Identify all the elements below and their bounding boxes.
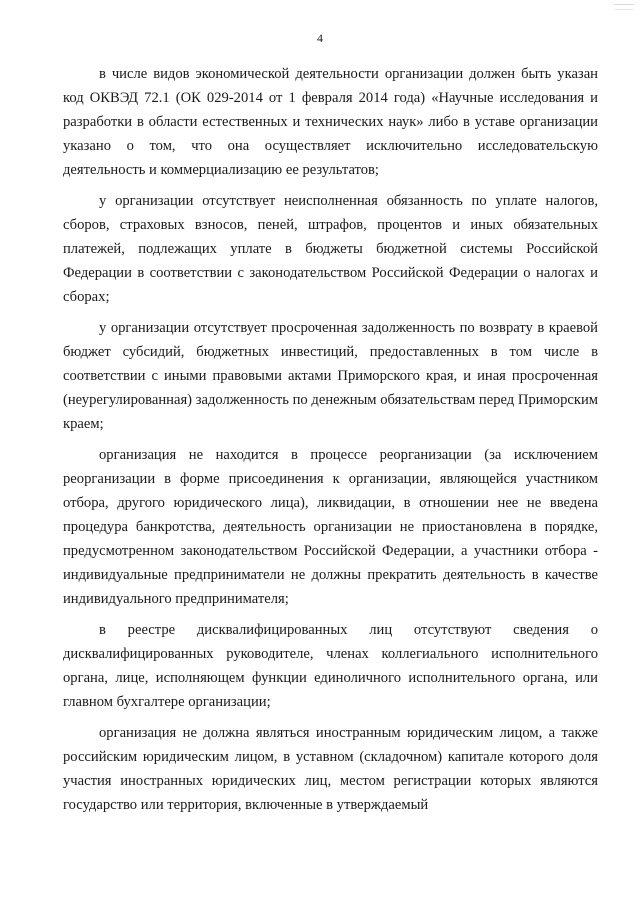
paragraph-disqualified-persons: в реестре дисквалифицированных лиц отсутствуют сведения о дисквалифицированных руководителе, членах коллегиального исполнительного органа, лице, исполняющем функции единоличного исполнительного органа, или главном бухгалтере организации;: [63, 622, 598, 710]
document-body: [63, 62, 598, 824]
paragraph-foreign-entity: организация не должна являться иностранным юридическим лицом, а также российским юридическим лицом, в уставном (складочном) капитале которого доля участия иностранных юридических лиц, местом регистрации которых являются государство или территория, включенные в утверждаемый: [63, 725, 598, 813]
paragraph-no-regional-debt: у организации отсутствует просроченная задолженность по возврату в краевой бюджет субсидий, бюджетных инвестиций, предоставленных в том числе в соответствии с иными правовыми актами Приморского края, и иная просроченная (неурегулированная) задолженность по денежным обязательствам перед Приморским краем;: [63, 320, 598, 432]
paragraph-no-tax-debt: у организации отсутствует неисполненная обязанность по уплате налогов, сборов, страховых взносов, пеней, штрафов, процентов и иных обязательных платежей, подлежащих уплате в бюджеты бюджетной системы Российской Федерации в соответствии с законодательством Российской Федерации о налогах и сборах;: [63, 193, 598, 305]
scan-corner-mark: [614, 4, 634, 10]
paragraph-no-reorganization: организация не находится в процессе реорганизации (за исключением реорганизации в форме присоединения к организации, являющейся участником отбора, другого юридического лица), ликвидации, в отношении нее не введена процедура банкротства, деятельность организации не приостановлена в порядке, предусмотренном законодательством Российской Федерации, а участники отбора - индивидуальные предприниматели не должны прекратить деятельность в качестве индивидуального предпринимателя;: [63, 447, 598, 607]
page-number: 4: [317, 31, 323, 45]
paragraph-okved-code: в числе видов экономической деятельности организации должен быть указан код ОКВЭД 72.1 (ОК 029-2014 от 1 февраля 2014 года) «Научные исследования и разработки в области естественных и технических наук» либо в уставе организации указано о том, что она осуществляет исключительно исследовательскую деятельность и коммерциализацию ее результатов;: [63, 66, 598, 178]
